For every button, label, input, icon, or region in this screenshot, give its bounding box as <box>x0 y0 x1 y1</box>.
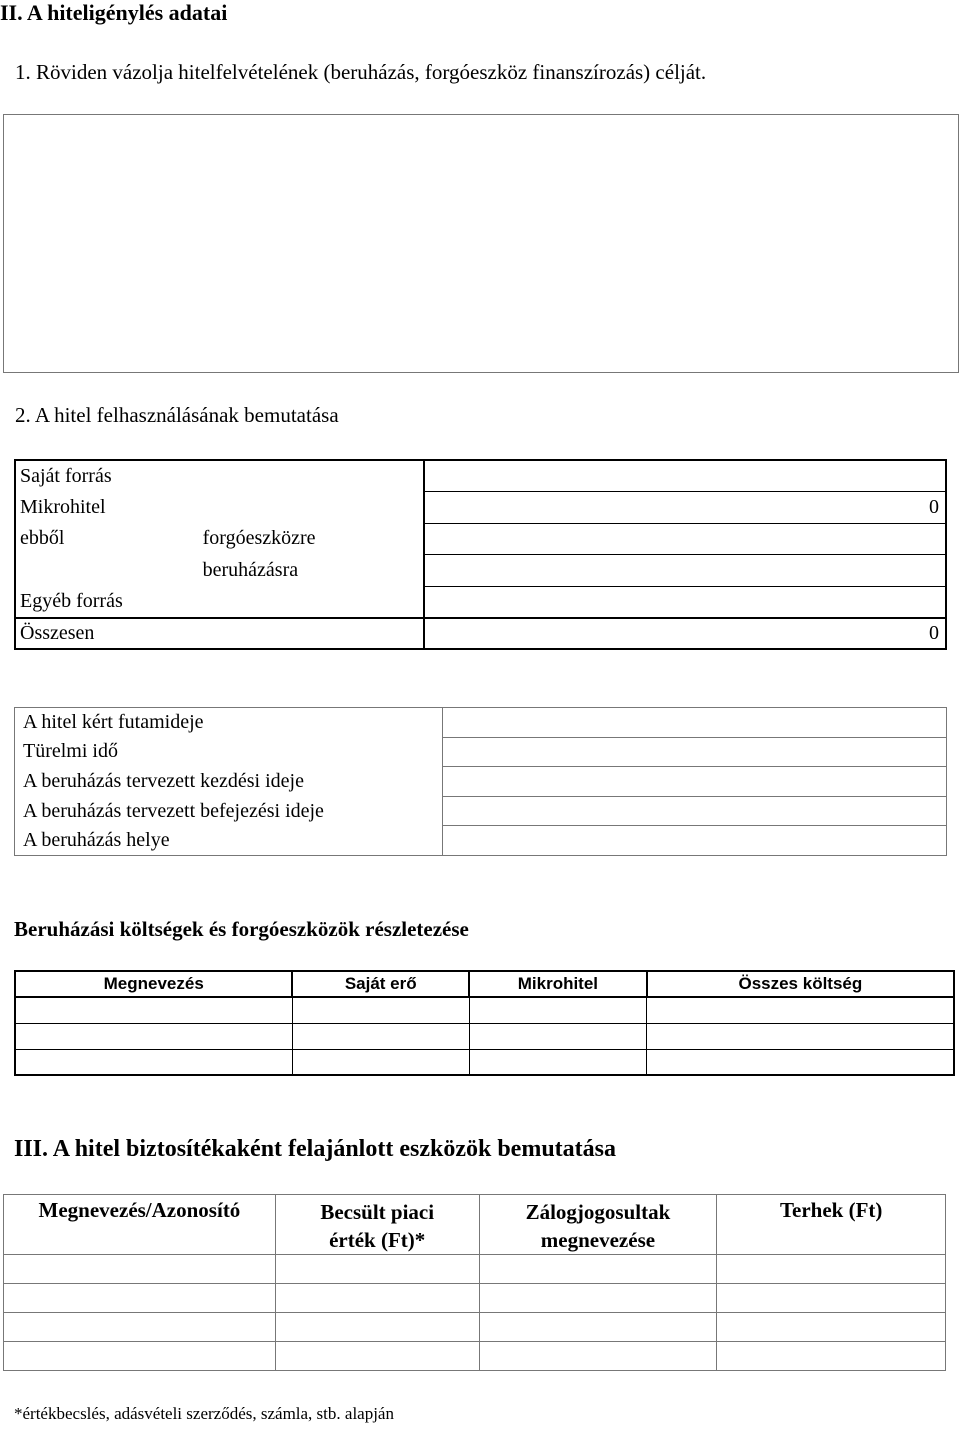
input-end-date[interactable] <box>442 796 946 826</box>
header-encumbrance: Terhek (Ft) <box>717 1195 946 1255</box>
cost-cell[interactable] <box>647 1023 954 1049</box>
input-investment[interactable] <box>424 555 946 587</box>
timing-table <box>14 707 947 856</box>
header-microcredit: Mikrohitel <box>469 971 647 997</box>
label-start-date: A beruházás tervezett kezdési ideje <box>15 767 443 797</box>
header-market-value-line2: érték (Ft)* <box>329 1228 426 1252</box>
input-other-source[interactable] <box>424 586 946 618</box>
cost-cell[interactable] <box>469 997 647 1023</box>
header-pledgee-line2: megnevezése <box>540 1228 656 1252</box>
collateral-cell[interactable] <box>4 1284 276 1313</box>
cost-cell[interactable] <box>15 997 292 1023</box>
header-asset-id: Megnevezés/Azonosító <box>4 1195 276 1255</box>
collateral-cell[interactable] <box>275 1313 479 1342</box>
section-title: II. A hiteligénylés adatai <box>0 0 228 25</box>
header-pledgee-line1: Zálogjogosultak <box>525 1200 671 1224</box>
cost-cell[interactable] <box>15 1023 292 1049</box>
input-start-date[interactable] <box>442 767 946 797</box>
collateral-cell[interactable] <box>479 1342 717 1371</box>
label-end-date: A beruházás tervezett befejezési ideje <box>15 796 443 826</box>
costs-table <box>14 970 955 1076</box>
cost-cell[interactable] <box>647 1049 954 1075</box>
input-own-source[interactable] <box>424 460 946 492</box>
label-grace-period: Türelmi idő <box>15 737 443 767</box>
section3-title: III. A hitel biztosítékaként felajánlott eszközök bemutatása <box>14 1136 616 1162</box>
label-total: Összesen <box>15 618 424 650</box>
label-own-source: Saját forrás <box>15 460 424 492</box>
collateral-cell[interactable] <box>479 1313 717 1342</box>
collateral-cell[interactable] <box>717 1342 946 1371</box>
collateral-cell[interactable] <box>4 1342 276 1371</box>
label-investment: beruházásra <box>199 555 425 587</box>
collateral-cell[interactable] <box>479 1255 717 1284</box>
input-current-assets[interactable] <box>424 523 946 555</box>
footnote: *értékbecslés, adásvételi szerződés, számla, stb. alapján <box>14 1404 394 1423</box>
cost-cell[interactable] <box>469 1023 647 1049</box>
question-1: 1. Röviden vázolja hitelfelvételének (beruházás, forgóeszköz finanszírozás) célját. <box>15 60 707 84</box>
input-location[interactable] <box>442 826 946 856</box>
collateral-cell[interactable] <box>275 1255 479 1284</box>
cost-cell[interactable] <box>292 1023 469 1049</box>
input-loan-term[interactable] <box>442 708 946 738</box>
collateral-cell[interactable] <box>717 1313 946 1342</box>
header-total-cost: Összes költség <box>647 971 954 997</box>
collateral-cell[interactable] <box>275 1284 479 1313</box>
header-market-value-line1: Becsült piaci <box>320 1200 435 1224</box>
costs-title: Beruházási költségek és forgóeszközök részletezése <box>14 917 469 941</box>
collateral-table <box>3 1194 946 1371</box>
cost-cell[interactable] <box>469 1049 647 1075</box>
collateral-cell[interactable] <box>717 1255 946 1284</box>
header-name: Megnevezés <box>15 971 292 997</box>
label-current-assets: forgóeszközre <box>199 523 425 555</box>
purpose-textarea[interactable] <box>3 114 959 373</box>
collateral-cell[interactable] <box>4 1313 276 1342</box>
value-microcredit: 0 <box>424 492 946 524</box>
input-grace-period[interactable] <box>442 737 946 767</box>
header-pledgee <box>479 1195 717 1255</box>
header-market-value <box>275 1195 479 1255</box>
cost-cell[interactable] <box>647 997 954 1023</box>
header-own-funds: Saját erő <box>292 971 469 997</box>
collateral-cell[interactable] <box>479 1284 717 1313</box>
collateral-cell[interactable] <box>4 1255 276 1284</box>
question-2: 2. A hitel felhasználásának bemutatása <box>15 403 339 427</box>
label-of-which: ebből <box>15 523 199 555</box>
credit-usage-table <box>14 459 947 650</box>
label-other-source: Egyéb forrás <box>15 586 424 618</box>
label-microcredit: Mikrohitel <box>15 492 424 524</box>
cost-cell[interactable] <box>292 1049 469 1075</box>
cost-cell[interactable] <box>292 997 469 1023</box>
collateral-cell[interactable] <box>717 1284 946 1313</box>
value-total: 0 <box>424 618 946 650</box>
label-location: A beruházás helye <box>15 826 443 856</box>
cost-cell[interactable] <box>15 1049 292 1075</box>
collateral-cell[interactable] <box>275 1342 479 1371</box>
label-loan-term: A hitel kért futamideje <box>15 708 443 738</box>
